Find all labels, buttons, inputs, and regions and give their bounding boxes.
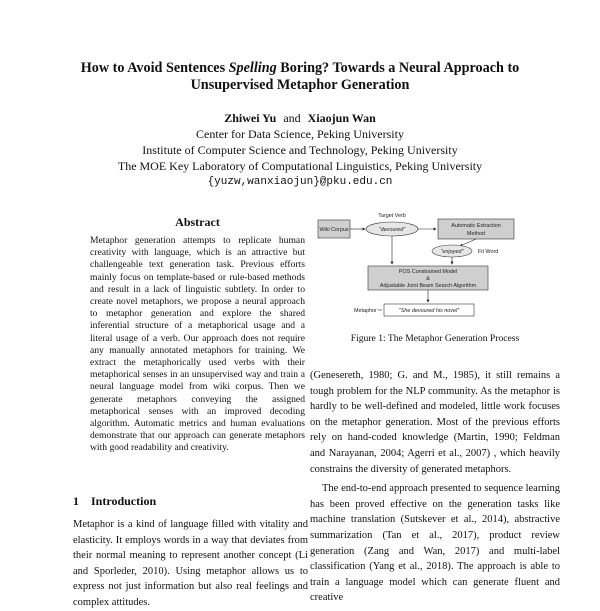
target-verb-value: "devoured" bbox=[378, 227, 406, 233]
abstract-text: Metaphor generation attempts to replicate human creativity with language, which is an attractive but challengeable text generation task. Previous efforts mainly focus on template-based or rule-based methods and result in a lack of linguistic subtlety. In order to create novel metaphors, we propose a neural approach to metaphor generation and explore the shared inferential structure of a metaphorical usage and a literal usage of a verb. Our approach does not require any manually annotated metaphors for training. We extract the metaphorically used verbs with their metaphorical senses in an unsupervised way and train a neural language model from wiki corpus. Then we generate metaphors conveying the assigned metaphorical senses with an improved decoding algorithm. Automatic metrics and human evaluations demonstrate that our approach can generate metaphors with good readability and creativity. bbox=[90, 235, 305, 454]
title-emphasis: Spelling bbox=[228, 60, 277, 76]
figure-caption: Figure 1: The Metaphor Generation Process bbox=[350, 333, 520, 344]
model-line-1: POS Constrained Model bbox=[398, 269, 458, 275]
affiliation-1: Center for Data Science, Peking University bbox=[196, 127, 404, 141]
introduction-text: Metaphor is a kind of language filled with vitality and elasticity. It employs words in a way that deviates from their normal meaning to represent another concept (Li and Sporleder, 2010). Using metaphor allows us to express not just information but also real feelings and complex attitudes. bbox=[73, 519, 308, 608]
model-line-3: Adjustable Joint Beam Search Algorithm bbox=[379, 283, 477, 289]
section-title: Introduction bbox=[91, 494, 157, 508]
section-number: 1 bbox=[73, 494, 79, 508]
figure-1 bbox=[310, 206, 560, 328]
paragraph-1: (Genesereth, 1980; G. and M., 1985), it still remains a tough problem for the NLP community. As the metaphor is hardly to be well-defined and modeled, little work focuses on the metaphor generation. Most of the previous efforts rely on hand-coded knowledge (Martin, 1990; Feldman and Narayanan, 2004; Agerri et al., 2007) , which heavily constrains the diversity of generated metaphors. bbox=[310, 370, 560, 475]
metaphor-value: "She devoured his novel" bbox=[398, 308, 460, 314]
wiki-corpus-label: Wiki Corpus bbox=[319, 227, 349, 233]
author-2: Xiaojun Wan bbox=[307, 111, 376, 125]
paper-title bbox=[40, 60, 560, 94]
title-line-1: How to Avoid Sentences Spelling Boring? Towards a Neural Approach to bbox=[80, 60, 520, 76]
affiliation-2: Institute of Computer Science and Technology, Peking University bbox=[142, 143, 458, 157]
author-block bbox=[40, 110, 560, 190]
author-1: Zhiwei Yu bbox=[224, 111, 277, 125]
metaphor-process-diagram bbox=[310, 206, 560, 328]
abstract-heading: Abstract bbox=[175, 215, 220, 229]
right-column-text bbox=[310, 368, 560, 606]
fit-word-value: "enjoyed" bbox=[440, 249, 464, 255]
author-joiner: and bbox=[283, 111, 301, 125]
paragraph-2: The end-to-end approach presented to sequence learning has been proved effective on the generation tasks like machine translation (Sutskever et al., 2014), abstractive summarization (Tan et al., 2017), product review generation (Zang and Wan, 2017) and multi-label classification (Yang et al., 2018). The approach is able to train a language model which can generate fluent and creative bbox=[310, 483, 560, 604]
fit-word-label: Fit Word bbox=[478, 249, 499, 255]
extraction-line-2: Method bbox=[467, 231, 485, 237]
arrow-extraction-to-fitword bbox=[460, 239, 476, 246]
extraction-line-1: Automatic Extraction bbox=[451, 223, 501, 229]
affiliation-3: The MOE Key Laboratory of Computational Linguistics, Peking University bbox=[117, 159, 483, 173]
model-line-2: & bbox=[426, 276, 430, 282]
metaphor-label: Metaphor bbox=[354, 308, 377, 314]
target-verb-label: Target Verb bbox=[378, 213, 406, 219]
author-names bbox=[40, 110, 560, 126]
section-heading-introduction bbox=[73, 494, 156, 509]
author-email: {yuzw,wanxiaojun}@pku.edu.cn bbox=[207, 176, 393, 188]
title-line-2: Unsupervised Metaphor Generation bbox=[190, 77, 410, 93]
